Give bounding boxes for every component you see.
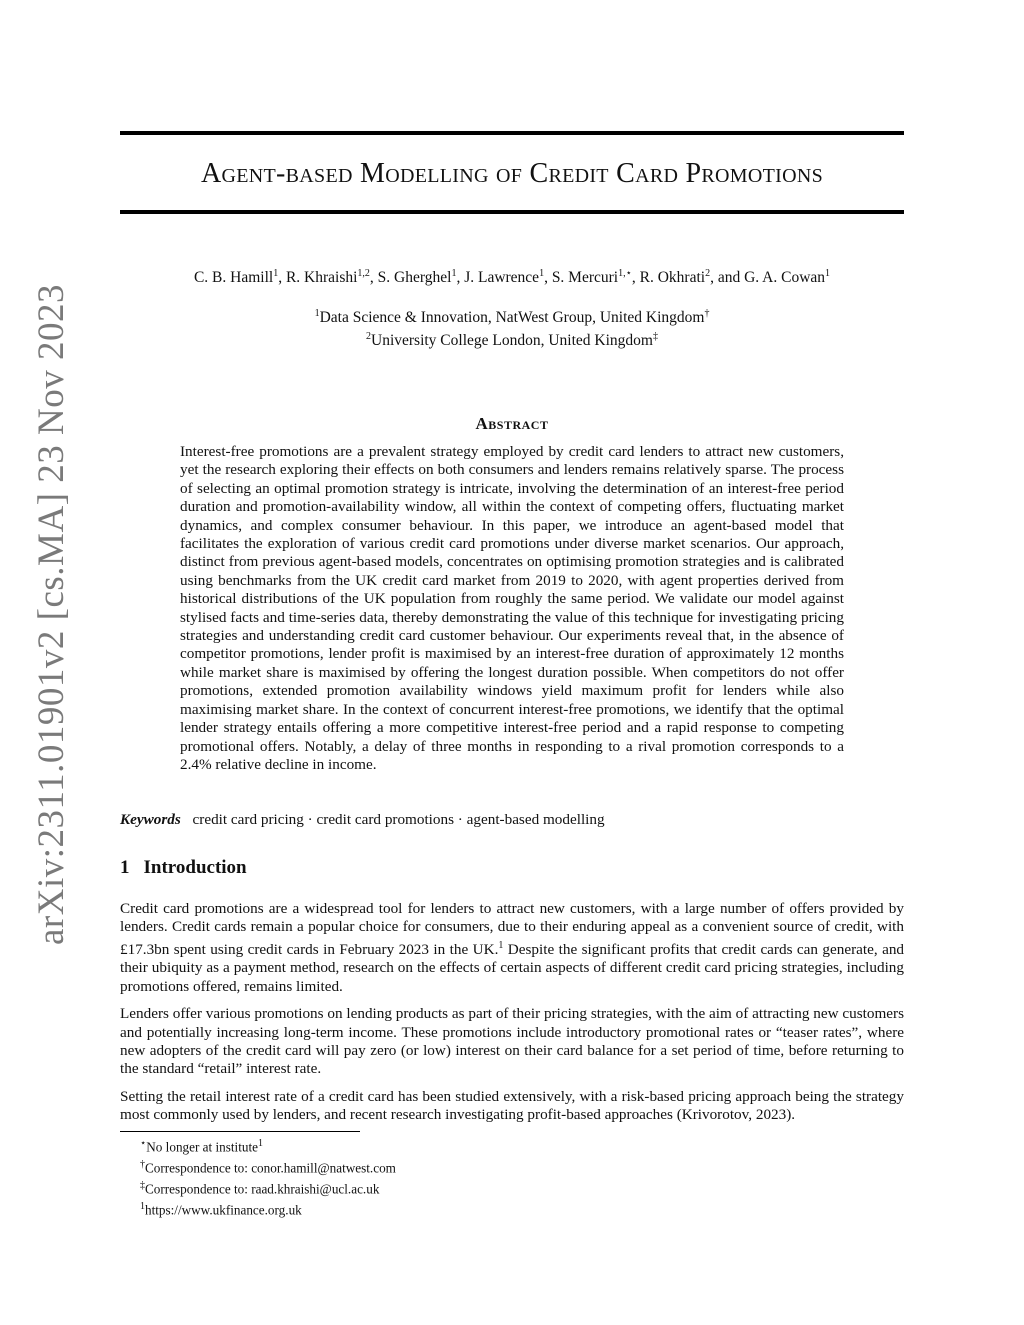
- affiliation: $^2$University College London, United Kingdom‡: [366, 331, 658, 350]
- section-number: 1: [120, 857, 130, 878]
- footnote[interactable]: $^1$https://www.ukfinance.org.uk: [140, 1200, 302, 1218]
- title-rule-bottom: [120, 210, 904, 214]
- author: C. B. Hamill$^1$,: [193, 268, 286, 287]
- keywords-label: Keywords: [120, 811, 181, 828]
- footnote: ‡Correspondence to: raad.khraishi@ucl.ac.uk: [140, 1179, 380, 1197]
- author: G. A. Cowan$^1$: [744, 268, 831, 287]
- affiliations: [120, 304, 904, 350]
- footnotes: [140, 1135, 396, 1219]
- footnote: †Correspondence to: conor.hamill@natwest.com: [140, 1158, 396, 1176]
- abstract-heading: Abstract: [475, 414, 549, 433]
- footnote-ref[interactable]: 1: [498, 939, 504, 951]
- title-rule-top: [120, 131, 904, 135]
- abstract-text: Interest-free promotions are a prevalent strategy employed by credit card lenders to attract new customers, yet the research exploring their effects on both consumers and lenders remains relatively sparse. The process of selecting an optimal promotion strategy is intricate, involving the determination of an interest-free period duration and promotion-availability window, all within the context of competing offers, fluctuating market dynamics, and complex consumer behaviour. In this paper, we introduce an agent-based model that facilitates the exploration of various credit card promotions under diverse market scenarios. Our approach, distinct from previous agent-based models, concentrates on optimising promotion strategies and is calibrated using benchmarks from the UK credit card market from 2019 to 2020, with agent properties derived from historical distributions of the UK population from roughly the same period. We validate our model against stylised facts and time-series data, thereby demonstrating the value of this technique for investigating pricing strategies and understanding credit card customer behaviour. Our experiments reveal that, in the absence of competitor promotions, lender profit is maximised by an interest-free duration of approximately 12 months while market share is maximised by offering the longest duration possible. When competitors do not offer promotions, extended promotion availability windows yield maximum profit for lenders while also maximising market share. In the context of concurrent interest-free promotions, we identify that the optimal lender strategy entails offering a more competitive interest-free period and a rapid response to competing promotional offers. Notably, a delay of three months in responding to a rival promotion corresponds to a 2.4% relative decline in income.: [180, 443, 844, 773]
- author: S. Gherghel$^1$,: [377, 268, 465, 287]
- footnote: ⋆No longer at institute$^1$: [140, 1138, 263, 1155]
- footnote-rule: [120, 1131, 360, 1132]
- keywords: [120, 811, 904, 829]
- author-list: [120, 268, 904, 287]
- body-text: [120, 900, 904, 1134]
- author: R. Khraishi$^{1,2}$,: [285, 268, 378, 287]
- section-heading: [120, 857, 247, 879]
- keywords-list: credit card pricing · credit card promotions · agent-based modelling: [192, 811, 605, 828]
- author: S. Mercuri$^{1,⋆}$,: [551, 268, 640, 287]
- author: J. Lawrence$^1$,: [464, 268, 552, 287]
- paper-title: Agent-based Modelling of Credit Card Promotions: [200, 158, 823, 189]
- paragraph: Lenders offer various promotions on lending products as part of their pricing strategies, with the aim of attracting new customers and potentially increasing long-term income. These promotions include introductory promotional rates or “teaser rates”, where new adopters of the credit card will pay zero (or low) interest on their card balance for a set period of time, before returning to the standard “retail” interest rate.: [120, 1005, 904, 1078]
- section-title: Introduction: [143, 857, 247, 878]
- paragraph: Credit card promotions are a widespread tool for lenders to attract new customers, with a large number of offers provided by lenders. Credit cards remain a popular choice for consumers, due to their enduring appeal as a convenient source of credit, with £17.3bn spent using credit cards in February 2023 in the UK.$^1$ Despite the significant profits that credit cards can generate, and their ubiquity as a payment method, research on the effects of certain aspects of different credit card pricing strategies, including promotions offered, remains limited.: [120, 900, 905, 995]
- arxiv-identifier: arXiv:2311.01901v2 [cs.MA] 23 Nov 2023: [31, 284, 72, 945]
- affiliation: $^1$Data Science & Innovation, NatWest Group, United Kingdom†: [314, 308, 710, 327]
- author: R. Okhrati$^2$, and: [639, 268, 745, 287]
- paragraph: Setting the retail interest rate of a credit card has been studied extensively, with a risk-based pricing approach being the strategy most commonly used by lenders, and recent research investigating profit-based approaches (Krivorotov, 2023).: [120, 1087, 904, 1124]
